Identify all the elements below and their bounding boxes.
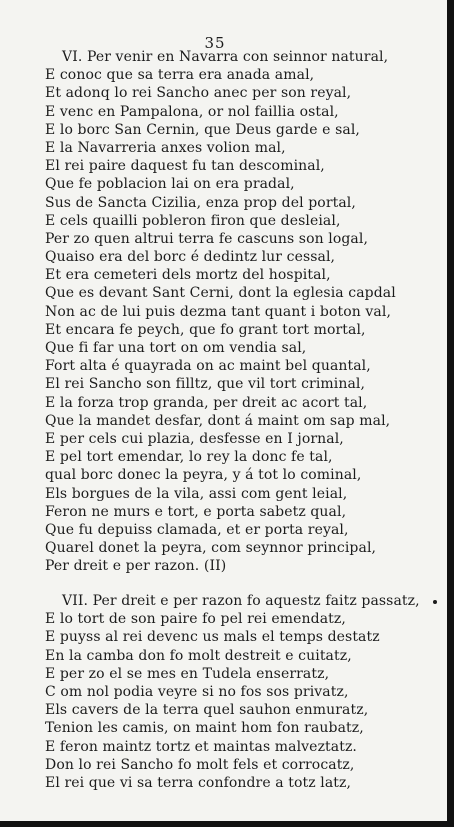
verse-line: Els cavers de la terra quel sauhon enmuratz,: [45, 702, 369, 719]
verse-line: Feron ne murs e tort, e porta sabetz qual,: [45, 503, 347, 520]
verse-line: Et encara fe peych, que fo grant tort mortal,: [45, 321, 366, 338]
scan-border-bottom: [0, 821, 454, 827]
verse-line: Tenion les camis, on maint hom fon raubatz,: [45, 720, 364, 737]
verse-line: E feron maintz tortz et maintas malveztatz.: [45, 738, 357, 755]
verse-line: En la camba don fo molt destreit e cuitatz,: [45, 647, 352, 664]
verse-line: Per dreit e per razon. (II): [45, 558, 227, 575]
verse-line: Et adonq lo rei Sancho anec per son reyal,: [45, 85, 352, 102]
verse-line: VII. Per dreit e per razon fo aquestz faitz passatz,: [62, 593, 420, 609]
page-number: 35: [204, 34, 226, 52]
verse-line: Els borgues de la vila, assi com gent leial,: [45, 485, 348, 502]
verse-line: E cels quailli pobleron firon que desleial,: [45, 212, 341, 229]
verse-line: El rei Sancho son filltz, que vil tort criminal,: [45, 376, 366, 393]
verse-line: VI. Per venir en Navarra con seinnor natural,: [62, 49, 389, 65]
verse-line: E pel tort emendar, lo rey la donc fe tal,: [45, 449, 333, 466]
verse-line: Quarel donet la peyra, com seynnor principal,: [45, 540, 377, 557]
verse-line: E lo tort de son paire fo pel rei emendatz,: [45, 611, 346, 628]
verse-line: E per zo el se mes en Tudela enserratz,: [45, 665, 330, 682]
verse-line: E venc en Pampalona, or nol faillia ostal,: [45, 103, 339, 120]
verse-line: Et era cemeteri dels mortz del hospital,: [45, 267, 331, 284]
verse-line: Que es devant Sant Cerni, dont la eglesia capdal: [45, 285, 396, 302]
stanza-vi: [0, 48, 440, 575]
verse-line: Que la mandet desfar, dont á maint om sap mal,: [45, 412, 391, 429]
verse-line: E la forza trop granda, per dreit ac acort tal,: [45, 394, 368, 411]
verse-line: Per zo quen altrui terra fe cascuns son logal,: [45, 230, 369, 247]
verse-line: El rei paire daquest fu tan descominal,: [45, 158, 325, 175]
verse-line: E la Navarreria anxes volion mal,: [45, 139, 286, 156]
verse-line: Sus de Sancta Cizilia, enza prop del portal,: [45, 194, 356, 211]
scan-border-right: [447, 0, 454, 827]
verse-line: Fort alta é quayrada on ac maint bel quantal,: [45, 358, 371, 375]
verse-line: qual borc donec la peyra, y á tot lo cominal,: [45, 467, 362, 484]
verse-line: E conoc que sa terra era anada amal,: [45, 67, 315, 84]
verse-line: C om nol podia veyre si no fos sos privatz,: [45, 683, 349, 700]
verse-line: El rei que vi sa terra confondre a totz latz,: [45, 774, 352, 791]
verse-line: Que fe poblacion lai on era pradal,: [45, 176, 295, 193]
verse-line: Non ac de lui puis dezma tant quant i boton val,: [45, 303, 391, 320]
verse-line: E per cels cui plazia, desfesse en I jornal,: [45, 430, 344, 447]
verse-line: E lo borc San Cernin, que Deus garde e sal,: [45, 121, 360, 138]
verse-line: E puyss al rei devenc us mals el temps destatz: [45, 629, 380, 646]
ink-mark: [433, 600, 437, 604]
verse-line: Que fu depuiss clamada, et er porta reyal,: [45, 521, 349, 538]
verse-line: Que fi far una tort on om vendia sal,: [45, 340, 307, 356]
stanza-vii: [0, 592, 440, 792]
verse-line: Don lo rei Sancho fo molt fels et corrocatz,: [45, 756, 355, 773]
verse-line: Quaiso era del borc é dedintz lur cessal,: [45, 249, 336, 266]
